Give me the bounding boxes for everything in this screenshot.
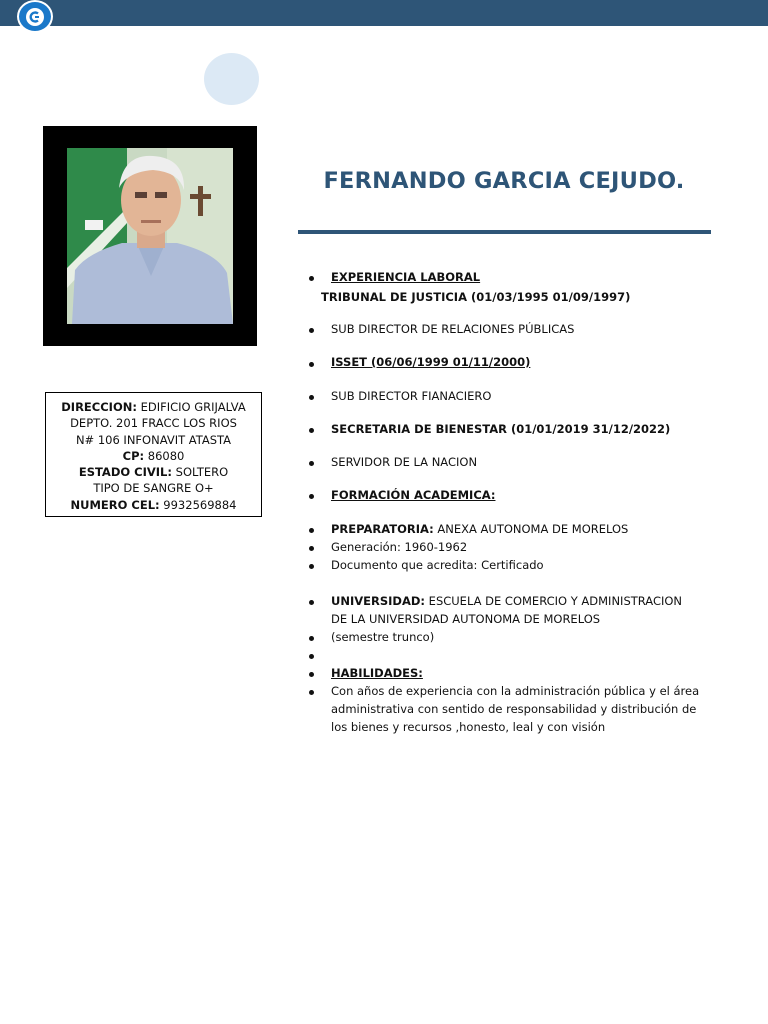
bullet-icon — [309, 328, 314, 333]
bullet-icon — [309, 528, 314, 533]
education-prep-document: Documento que acredita: Certificado — [331, 558, 544, 572]
profile-photo — [67, 148, 233, 324]
experience-job-3-role: SERVIDOR DE LA NACION — [331, 455, 478, 469]
profile-photo-frame — [43, 126, 257, 346]
education-university: UNIVERSIDAD: ESCUELA DE COMERCIO Y ADMINISTRACION — [331, 594, 683, 608]
bullet-icon — [309, 654, 314, 659]
experience-job-3: SECRETARIA DE BIENESTAR (01/01/2019 31/12/2022) — [331, 422, 671, 436]
education-prep: PREPARATORIA: ANEXA AUTONOMA DE MORELOS — [331, 522, 629, 536]
bullet-icon — [309, 461, 314, 466]
phone-number: NUMERO CEL: 9932569884 — [70, 497, 237, 512]
postal-code: CP: 86080 — [122, 448, 185, 463]
person-name: FERNANDO GARCIA CEJUDO. — [323, 168, 685, 194]
bullet-icon — [309, 636, 314, 641]
decorative-circle — [204, 53, 259, 105]
bullet-icon — [309, 428, 314, 433]
skills-heading: HABILIDADES: — [331, 666, 423, 680]
civil-status: ESTADO CIVIL: SOLTERO — [78, 465, 229, 480]
experience-job-2-role: SUB DIRECTOR FIANACIERO — [331, 389, 492, 403]
bullet-icon — [309, 362, 314, 367]
top-bar — [0, 0, 768, 26]
address-line-1: DIRECCION: EDIFICIO GRIJALVA — [61, 400, 246, 414]
bullet-icon — [309, 395, 314, 400]
bullet-icon — [309, 600, 314, 605]
education-prep-generation: Generación: 1960-1962 — [331, 540, 468, 554]
bullet-icon — [309, 276, 314, 281]
experience-job-1: TRIBUNAL DE JUSTICIA (01/03/1995 01/09/1997) — [321, 290, 631, 304]
address-line-3: N# 106 INFONAVIT ATASTA — [75, 432, 232, 447]
skills-text: Con años de experiencia con la administración pública y el área administrativa con sentido de responsabilidad y distribución de los bienes y recursos ,honesto, leal y con visión — [331, 684, 700, 734]
experience-heading: EXPERIENCIA LABORAL — [331, 270, 481, 284]
education-university-line-2: DE LA UNIVERSIDAD AUTONOMA DE MORELOS — [331, 612, 601, 626]
address-line-2: DEPTO. 201 FRACC LOS RIOS — [70, 416, 237, 431]
blood-type: TIPO DE SANGRE O+ — [93, 481, 214, 496]
contact-info-box — [45, 392, 262, 517]
bullet-icon — [309, 546, 314, 551]
experience-job-1-role: SUB DIRECTOR DE RELACIONES PÚBLICAS — [331, 322, 575, 336]
title-divider — [298, 230, 711, 234]
bullet-icon — [309, 494, 314, 499]
document-app-glyph — [24, 6, 46, 28]
bullet-icon — [309, 690, 314, 695]
document-app-icon[interactable] — [17, 0, 53, 33]
education-heading: FORMACIÓN ACADEMICA: — [331, 488, 496, 502]
bullet-icon — [309, 672, 314, 677]
bullet-icon — [309, 564, 314, 569]
experience-job-2: ISSET (06/06/1999 01/11/2000) — [331, 355, 531, 369]
education-university-note: (semestre trunco) — [331, 630, 435, 644]
